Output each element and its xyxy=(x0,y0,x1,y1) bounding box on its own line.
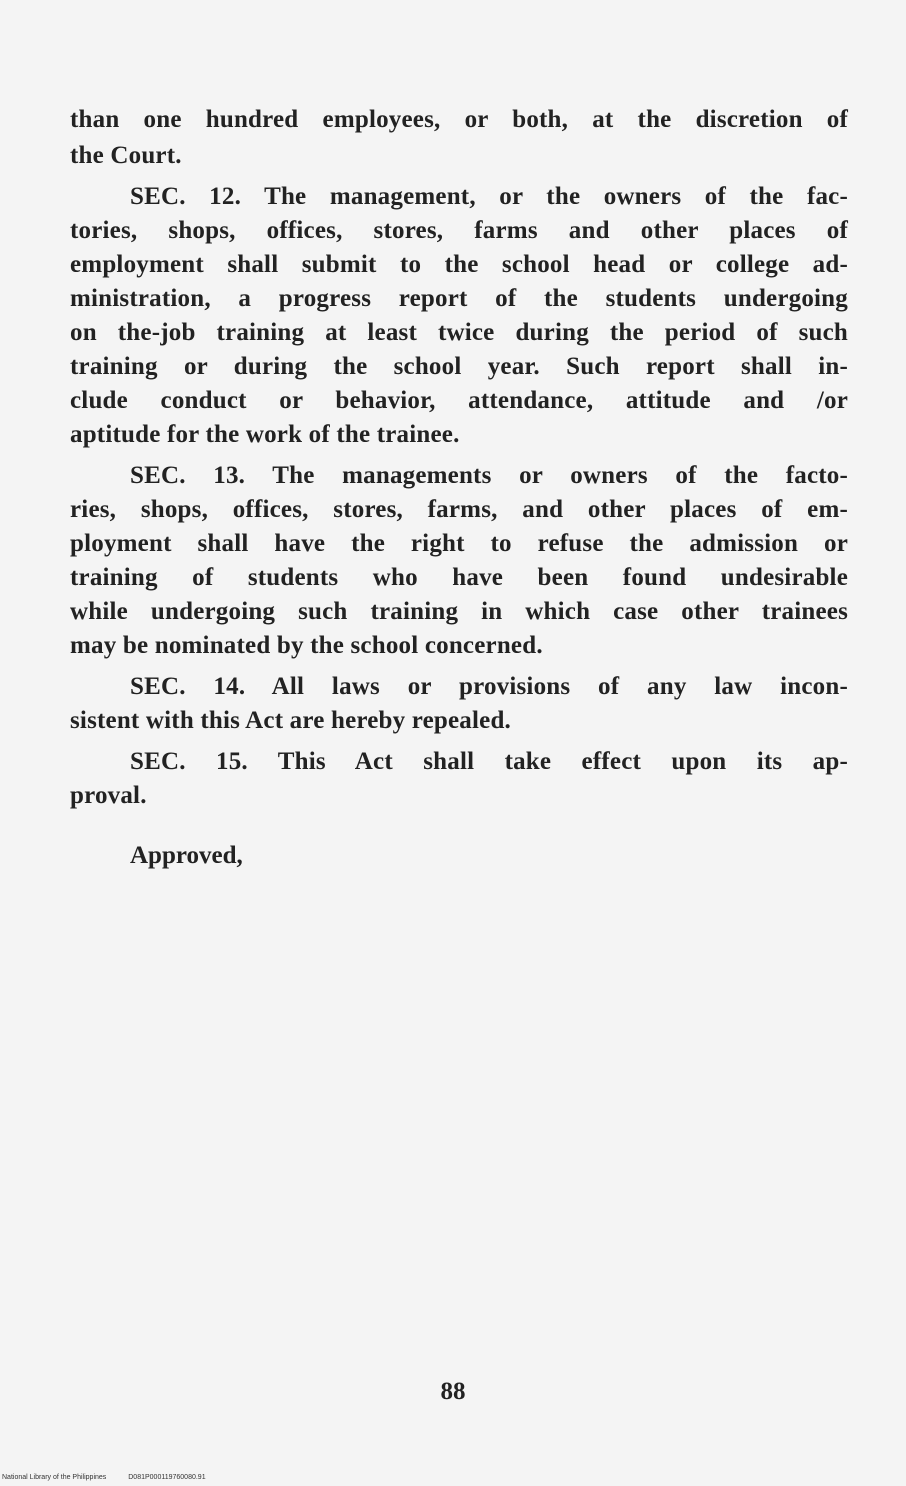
section-14-heading-line: SEC. 14. All laws or provisions of any law incon- xyxy=(130,673,848,700)
section-15-heading-line: SEC. 15. This Act shall take effect upon its ap- xyxy=(130,748,848,775)
section-12-heading-line: SEC. 12. The management, or the owners of the fac- xyxy=(130,183,848,210)
text-line: aptitude for the work of the trainee. xyxy=(70,421,460,448)
text-line: than one hundred employees, or both, at the discretion of xyxy=(70,106,848,133)
library-credit: National Library of the Philippines xyxy=(2,1474,107,1481)
text-line: ministration, a progress report of the students undergoing xyxy=(70,285,848,312)
text-line: training or during the school year. Such report shall in- xyxy=(70,353,848,380)
text-line: tories, shops, offices, stores, farms and other places of xyxy=(70,217,848,244)
scan-footer xyxy=(2,1474,226,1481)
text-line: may be nominated by the school concerned. xyxy=(70,632,543,659)
page-number: 88 xyxy=(440,1378,466,1405)
text-line: while undergoing such training in which case other trainees xyxy=(70,598,848,625)
text-line: ployment shall have the right to refuse the admission or xyxy=(70,530,848,557)
scan-code: D081P000119760080.91 xyxy=(128,1474,206,1481)
section-13-heading-line: SEC. 13. The managements or owners of the facto- xyxy=(130,462,848,489)
text-line: the Court. xyxy=(70,142,182,169)
text-line: ries, shops, offices, stores, farms, and other places of em- xyxy=(70,496,848,523)
text-line: clude conduct or behavior, attendance, attitude and /or xyxy=(70,387,848,414)
text-line: proval. xyxy=(70,782,147,809)
text-line: training of students who have been found undesirable xyxy=(70,564,848,591)
approved-label: Approved, xyxy=(130,842,243,869)
text-line: sistent with this Act are hereby repealed. xyxy=(70,707,512,734)
text-line: on the-job training at least twice during the period of such xyxy=(70,319,848,346)
text-line: employment shall submit to the school head or college ad- xyxy=(70,251,848,278)
